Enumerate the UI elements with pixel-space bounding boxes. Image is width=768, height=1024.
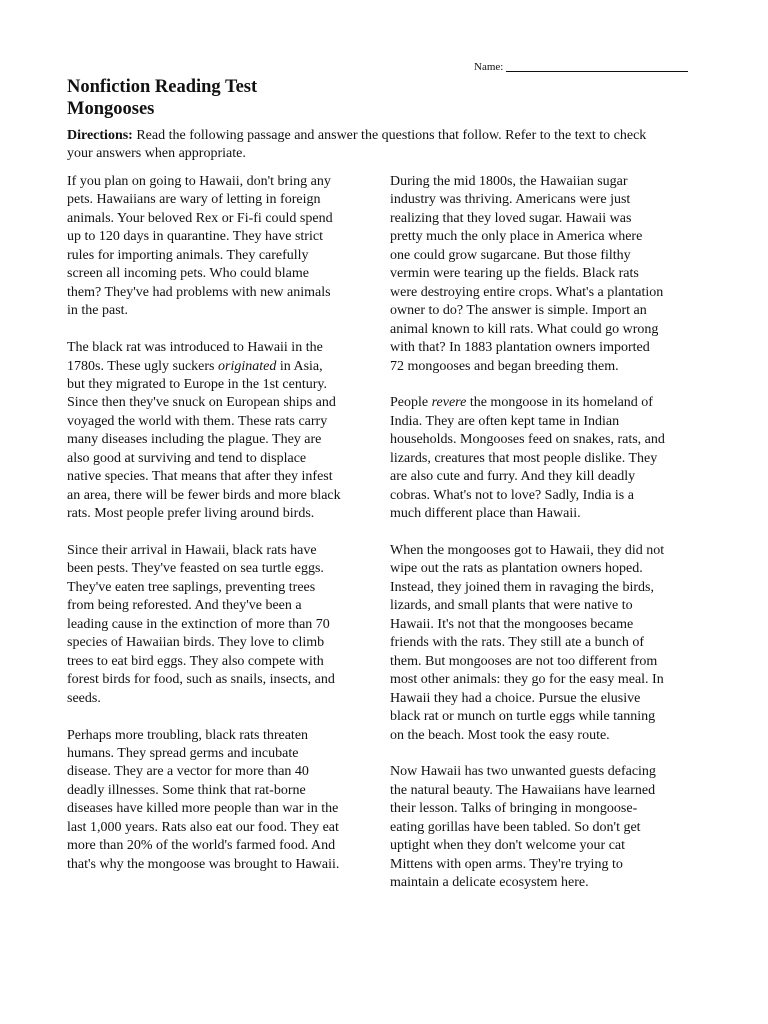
paragraph-right-1 xyxy=(390,173,708,376)
directions-text-2: your answers when appropriate. xyxy=(67,146,246,161)
page-title: Nonfiction Reading Test xyxy=(67,77,258,97)
directions xyxy=(67,127,707,163)
text-line: them. But mongooses are not too different from xyxy=(390,653,658,669)
text-line: humans. They spread germs and incubate xyxy=(67,746,299,761)
text-line: Hawaii. It's not that the mongooses became xyxy=(390,616,634,632)
text-line: that's why the mongoose was brought to Hawaii. xyxy=(67,856,340,872)
text-line: animal known to kill rats. What could go wrong xyxy=(390,321,659,337)
paragraph-right-3 xyxy=(390,542,708,745)
text-line: animals. Your beloved Rex or Fi-fi could spend xyxy=(67,210,333,226)
text-segment: People xyxy=(390,395,432,411)
text-line: rules for importing animals. They carefully xyxy=(67,247,309,263)
text-line: voyaged the world with them. These rats carry xyxy=(67,413,328,429)
text-line: pets. Hawaiians are wary of letting in foreign xyxy=(67,192,321,208)
text-line: one could grow sugarcane. But those filthy xyxy=(390,247,631,263)
text-line: last 1,000 years. Rats also eat our food. They eat xyxy=(67,819,339,835)
text-line: wipe out the rats as plantation owners hoped. xyxy=(390,561,643,577)
name-label: Name: xyxy=(474,61,504,73)
directions-label: Directions: xyxy=(67,128,133,143)
text-line: were destroying entire crops. What's a plantation xyxy=(390,284,664,300)
text-line: screen all incoming pets. Who could blame xyxy=(67,266,309,282)
text-line: uptight when they don't welcome your cat xyxy=(390,838,626,854)
text-line: realizing that they loved sugar. Hawaii was xyxy=(390,210,632,226)
text-line: leading cause in the extinction of more than 70 xyxy=(67,616,330,632)
text-line: also good at surviving and tend to displace xyxy=(67,450,307,466)
text-line: an area, there will be fewer birds and more black xyxy=(67,487,341,503)
text-segment: in Asia, xyxy=(276,358,323,374)
name-blank-line xyxy=(506,71,688,72)
passage-left-column xyxy=(67,173,379,893)
text-segment: 1780s. These ugly suckers xyxy=(67,358,218,374)
text-line: industry was thriving. Americans were just xyxy=(390,192,631,208)
page-heading xyxy=(67,76,257,120)
text-line: 72 mongooses and began breeding them. xyxy=(390,358,619,374)
passage-right-column xyxy=(390,173,708,911)
text-line: Hawaii they had a choice. Pursue the elusive xyxy=(390,690,641,706)
text-line: with that? In 1883 plantation owners imported xyxy=(390,340,650,356)
paragraph-left-1 xyxy=(67,173,379,321)
text-line: During the mid 1800s, the Hawaiian sugar xyxy=(390,174,628,189)
text-line: Mittens with open arms. They're trying to xyxy=(390,856,623,872)
text-line: pretty much the only place in America where xyxy=(390,229,643,245)
text-line: India. They are often kept tame in Indian xyxy=(390,413,620,429)
text-line: the natural beauty. The Hawaiians have learned xyxy=(390,782,656,798)
text-line: them? They've had problems with new animals xyxy=(67,284,331,300)
text-line: Since then they've snuck on European ships and xyxy=(67,395,336,411)
text-line: in the past. xyxy=(67,303,129,319)
text-line: but they migrated to Europe in the 1st century. xyxy=(67,376,327,392)
text-line: most other animals: they go for the easy meal. In xyxy=(390,672,664,688)
text-line: from being reforested. And they've been a xyxy=(67,598,302,614)
text-segment: the mongoose in its homeland of xyxy=(466,395,653,411)
text-line: disease. They are a vector for more than 40 xyxy=(67,764,309,780)
text-line: seeds. xyxy=(67,690,101,706)
text-line: They've eaten tree saplings, preventing trees xyxy=(67,579,316,595)
text-line: rats. Most people prefer living around birds. xyxy=(67,506,315,522)
text-line: trees to eat bird eggs. They also compete with xyxy=(67,653,324,669)
text-line: lizards, creatures that most people dislike. They xyxy=(390,450,658,466)
text-line: native species. That means that after they infest xyxy=(67,469,333,485)
text-line: Now Hawaii has two unwanted guests defacing xyxy=(390,764,656,780)
text-line: many diseases including the plague. They are xyxy=(67,432,322,448)
text-line: been pests. They've feasted on sea turtle eggs. xyxy=(67,561,324,577)
text-line: eating gorillas have been tabled. So don't get xyxy=(390,819,641,835)
paragraph-right-4 xyxy=(390,763,708,892)
text-line: more than 20% of the world's farmed food. And xyxy=(67,838,336,854)
text-line: their lesson. Talks of bringing in mongoose- xyxy=(390,801,638,817)
text-line: are also cute and furry. And they kill deadly xyxy=(390,469,636,485)
vocab-word-revere: revere xyxy=(431,395,467,411)
text-line: households. Mongooses feed on snakes, rats, and xyxy=(390,432,665,448)
text-line: Since their arrival in Hawaii, black rats have xyxy=(67,543,317,559)
vocab-word-originated: originated xyxy=(218,358,277,374)
text-line: owner to do? The answer is simple. Import an xyxy=(390,303,647,319)
text-line: up to 120 days in quarantine. They have strict xyxy=(67,229,323,245)
text-line: maintain a delicate ecosystem here. xyxy=(390,875,589,891)
text-line: forest birds for food, such as snails, insects, and xyxy=(67,672,335,688)
text-line: Perhaps more troubling, black rats threaten xyxy=(67,727,309,743)
text-line: diseases have killed more people than war in the xyxy=(67,801,339,817)
text-line: If you plan on going to Hawaii, don't bring any xyxy=(67,174,331,189)
text-line: When the mongooses got to Hawaii, they did not xyxy=(390,543,665,559)
text-line: friends with the rats. They still ate a bunch of xyxy=(390,635,645,651)
directions-line-1 xyxy=(67,127,707,145)
text-line: lizards, and small plants that were native to xyxy=(390,598,633,614)
directions-text-1: Read the following passage and answer the questions that follow. Refer to the text to check xyxy=(136,128,647,143)
page-subtitle: Mongooses xyxy=(67,99,155,119)
text-line: much different place than Hawaii. xyxy=(390,506,581,522)
paragraph-left-2 xyxy=(67,339,379,524)
text-line: vermin were tearing up the fields. Black rats xyxy=(390,266,639,282)
paragraph-left-3 xyxy=(67,542,379,708)
text-line xyxy=(390,394,708,412)
text-line: black rat or munch on turtle eggs while tanning xyxy=(390,709,656,725)
text-line: cobras. What's not to love? Sadly, India is a xyxy=(390,487,634,503)
text-line: Instead, they joined them in ravaging the birds, xyxy=(390,579,654,595)
name-field xyxy=(474,60,688,74)
text-line: on the beach. Most took the easy route. xyxy=(390,727,610,743)
paragraph-left-4 xyxy=(67,727,379,875)
paragraph-right-2 xyxy=(390,394,708,523)
text-line: The black rat was introduced to Hawaii in the xyxy=(67,340,323,356)
text-line: deadly illnesses. Some think that rat-borne xyxy=(67,782,306,798)
text-line: species of Hawaiian birds. They love to climb xyxy=(67,635,325,651)
text-line xyxy=(67,358,379,376)
